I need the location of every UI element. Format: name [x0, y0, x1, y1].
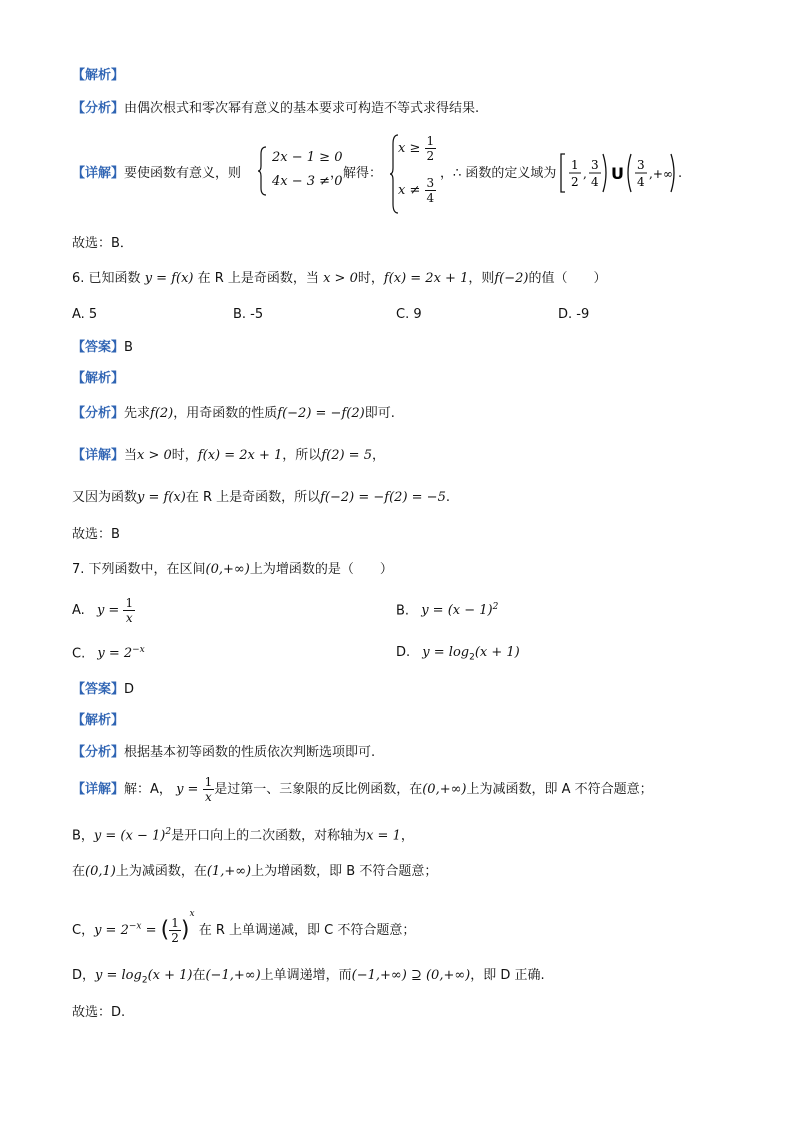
q7-xjC-frac [169, 916, 181, 945]
q6-fenxi-prop: f(−2) = −f(2) [277, 406, 365, 421]
q6-answer: B [124, 340, 133, 355]
q7-xjB-axis: x = 1 [366, 828, 401, 844]
fenxi-tag: 【分析】 [72, 101, 125, 116]
question-6-stem [72, 269, 607, 289]
answer-tag: 【答案】 [72, 682, 125, 697]
q6-stem-mid: 在 R 上是奇函数，当 [197, 271, 319, 286]
q7-xiangjie-b2 [72, 862, 437, 882]
sys2-b: x ≠ [398, 183, 421, 198]
q6-stem-post: ，则 [468, 271, 495, 286]
fraction-1-2 [425, 134, 437, 163]
q7-xjC-exp: −x [128, 921, 142, 932]
q7-xjA-frac [203, 775, 215, 804]
svg-text:,+∞: ,+∞ [649, 167, 673, 181]
q7-optB-label: B. [396, 603, 410, 619]
svg-text:4: 4 [637, 175, 645, 189]
frac-den: 2 [426, 149, 435, 163]
q7-optD-arg: (x + 1) [474, 645, 520, 660]
q7-optA-label: A. [72, 603, 85, 618]
q6-answer-line [72, 338, 133, 358]
q7-xiangjie-c [72, 904, 415, 944]
q7-xjB-pre: B， [72, 828, 94, 844]
q7-xjA-post: 上为减函数，即 A 不符合题意； [466, 782, 653, 797]
q7-xjD-expr: y = log [95, 968, 142, 983]
fraction-3-4 [425, 176, 437, 205]
frac-den: 2 [171, 931, 179, 945]
frac-den: 4 [426, 191, 435, 205]
svg-text:1: 1 [571, 158, 579, 172]
q6-choice-line [72, 525, 120, 545]
q7-xjD-arg: (x + 1) [147, 968, 193, 983]
sys1-a: 2x − 1 ≥ 0 [272, 150, 343, 165]
q6-stem-def: f(x) = 2x + 1 [383, 271, 469, 286]
q7-fenxi-text: 根据基本初等函数的性质依次判断选项即可. [124, 745, 376, 760]
q7-xiangjie-a [72, 775, 653, 809]
q6-stem-pre: 6. 已知函数 [72, 271, 141, 286]
q7-option-b [396, 602, 498, 618]
left-brace-icon [258, 146, 268, 196]
q7-stem-post: 上为增函数的是（ ） [249, 562, 393, 577]
q7-optC-exp: −x [132, 645, 145, 655]
sys1-b: 4x − 3 ≠ 0 [272, 174, 343, 189]
jiexi-label-5 [72, 66, 124, 86]
q6-xj1-def: f(x) = 2x + 1 [197, 448, 283, 463]
q7-answer: D [124, 682, 135, 697]
q7-xjD-mid: 在 [192, 968, 206, 983]
q7-optD-sub: 2 [469, 652, 475, 663]
q7-option-a [72, 596, 135, 625]
q7-xjB2-pre: 在 [72, 864, 86, 879]
choice-text: 故选：B． [72, 236, 133, 251]
svg-text:4: 4 [591, 175, 599, 189]
q6-xj1-mid2: ，所以 [282, 448, 322, 463]
q6-fenxi-post: 即可. [364, 406, 395, 421]
jiexi-tag: 【解析】 [72, 371, 125, 386]
sys2-a: x ≥ [398, 141, 421, 156]
svg-text:,: , [583, 167, 587, 181]
q7-option-c [72, 645, 145, 661]
q7-xjB2-post: 上为增函数，即 B 不符合题意； [251, 864, 438, 879]
q7-optD-expr: y = log [422, 645, 470, 660]
q6-fenxi-pre: 先求 [124, 406, 151, 421]
domain-interval [559, 150, 677, 196]
q7-option-d [396, 645, 520, 663]
q6-stem-mid2: 时， [357, 271, 384, 286]
q6-xiangjie-line [72, 446, 385, 466]
q7-optA-frac [123, 596, 135, 625]
q7-xjB-exp: 2 [165, 827, 172, 837]
q7-optA-y: y = [96, 603, 120, 618]
q6-xj2-end: . [445, 490, 450, 505]
q6-option-b: B. -5 [233, 307, 264, 322]
q6-xj1-mid: 时， [171, 448, 198, 463]
xiangjie-tag: 【详解】 [72, 448, 125, 463]
frac-den: x [125, 611, 133, 625]
q7-optB-exp: 2 [492, 602, 499, 612]
frac-num: 1 [171, 916, 179, 930]
q6-xj2-fx: y = f(x) [137, 490, 186, 505]
q7-xjC-pexp: x [189, 909, 195, 919]
fenxi-tag: 【分析】 [72, 745, 125, 760]
interval-brackets-icon [559, 150, 677, 196]
q7-choice: 故选：D. [72, 1005, 126, 1020]
fenxi-tag: 【分析】 [72, 406, 125, 421]
q7-xjB-mid: 是开口向上的二次函数，对称轴为 [171, 828, 367, 844]
xiangjie-post: ，∴ 函数的定义域为 [440, 166, 557, 181]
q7-xjC-pre: C， [72, 923, 95, 938]
q7-xjD-i1: (−1,+∞) [205, 968, 261, 983]
frac-num: 1 [125, 596, 134, 610]
frac-num: 1 [426, 134, 435, 148]
svg-text:2: 2 [571, 175, 579, 189]
left-paren-icon: ( [160, 917, 170, 943]
q6-stem-cond: x > 0 [323, 271, 358, 286]
jiexi-tag: 【解析】 [72, 713, 125, 728]
q7-xjA-interval: (0,+∞) [422, 782, 467, 797]
question-7-stem [72, 560, 393, 580]
q7-xiangjie-d [72, 966, 545, 991]
q7-xjD-sub: 2 [141, 975, 148, 986]
q7-xjD-pre: D， [72, 968, 96, 983]
q6-xj1-cond: x > 0 [137, 448, 172, 463]
q7-xjB2-i1: (0,1) [85, 864, 116, 879]
svg-text:3: 3 [591, 158, 599, 172]
q6-option-a: A. 5 [72, 307, 98, 322]
q7-optB-expr: y = (x − 1) [421, 603, 493, 619]
q6-jiexi-line [72, 369, 124, 389]
xiangjie-mid: ，解得： [330, 166, 383, 181]
q7-xiangjie-b [72, 822, 414, 846]
jiexi-tag: 【解析】 [72, 68, 125, 83]
right-paren-icon: ) [180, 917, 190, 943]
q6-xj1-val: f(2) = 5 [321, 448, 372, 463]
q7-xjA-y: y = [176, 782, 199, 797]
q6-stem-end: 的值（ ） [528, 271, 607, 286]
q6-fenxi-line [72, 404, 395, 424]
q7-xjB-post: ， [400, 828, 414, 844]
q7-choice-line [72, 1003, 125, 1023]
q7-optC-expr: y = 2 [97, 646, 133, 662]
q6-fenxi-mid: ，用奇函数的性质 [173, 406, 278, 421]
frac-den: x [205, 790, 212, 804]
xiangjie-tag: 【详解】 [72, 782, 125, 797]
q7-xjB-expr: y = (x − 1) [93, 828, 166, 844]
answer-tag: 【答案】 [72, 340, 125, 355]
xiangjie-tag: 【详解】 [72, 166, 125, 181]
q6-fenxi-f2: f(2) [150, 406, 174, 421]
q7-xjD-i2: (−1,+∞) ⊇ (0,+∞) [351, 968, 471, 983]
q7-jiexi-line [72, 711, 124, 731]
q6-option-d: D. -9 [558, 307, 590, 322]
q7-answer-line [72, 680, 134, 700]
q6-stem-ask: f(−2) [494, 271, 529, 286]
q6-xj2-pre: 又因为函数 [72, 490, 138, 505]
q6-stem-fx: y = f(x) [144, 271, 194, 286]
q7-xjC-expr: y = 2 [94, 923, 129, 938]
frac-num: 3 [426, 176, 435, 190]
q7-xjA-mid: 是过第一、三象限的反比例函数，在 [214, 782, 423, 797]
q7-xjB2-i2: (1,+∞) [206, 864, 252, 879]
q6-xj2-mid: 在 R 上是奇函数，所以 [185, 490, 321, 505]
q7-stem-interval: (0,+∞) [205, 562, 250, 577]
q6-xj2-val: f(−2) = −f(2) = −5 [320, 490, 446, 505]
q6-xiangjie-line-2 [72, 488, 450, 508]
q7-xjC-eq: = [145, 923, 157, 938]
frac-num: 1 [204, 775, 213, 789]
choice-line-5 [72, 234, 133, 254]
q7-optD-label: D. [396, 645, 411, 660]
svg-text:3: 3 [637, 158, 645, 172]
q7-xjD-post: ，即 D 正确. [470, 968, 545, 983]
fenxi-line-5 [72, 99, 479, 119]
xiangjie-pre: 要使函数有意义，则 [124, 166, 242, 181]
domain-end: . [678, 166, 683, 181]
q6-choice: 故选：B [72, 527, 120, 542]
q7-stem-pre: 7. 下列函数中，在区间 [72, 562, 206, 577]
q7-fenxi-line [72, 743, 375, 763]
q7-xjD-mid2: 上单调递增，而 [260, 968, 352, 983]
q7-optC-label: C. [72, 646, 86, 662]
svg-text:U: U [611, 164, 624, 183]
q7-xjB2-mid: 上为减函数，在 [115, 864, 207, 879]
q7-xjA-pre: 解：A， [124, 782, 172, 797]
q7-xjC-post: 在 R 上单调递减，即 C 不符合题意； [198, 923, 416, 938]
fenxi-text: 由偶次根式和零次幂有意义的基本要求可构造不等式求得结果. [124, 101, 480, 116]
q6-xj1-end: ， [371, 448, 385, 463]
q6-option-c: C. 9 [396, 307, 422, 322]
q6-xj1-pre: 当 [124, 448, 138, 463]
